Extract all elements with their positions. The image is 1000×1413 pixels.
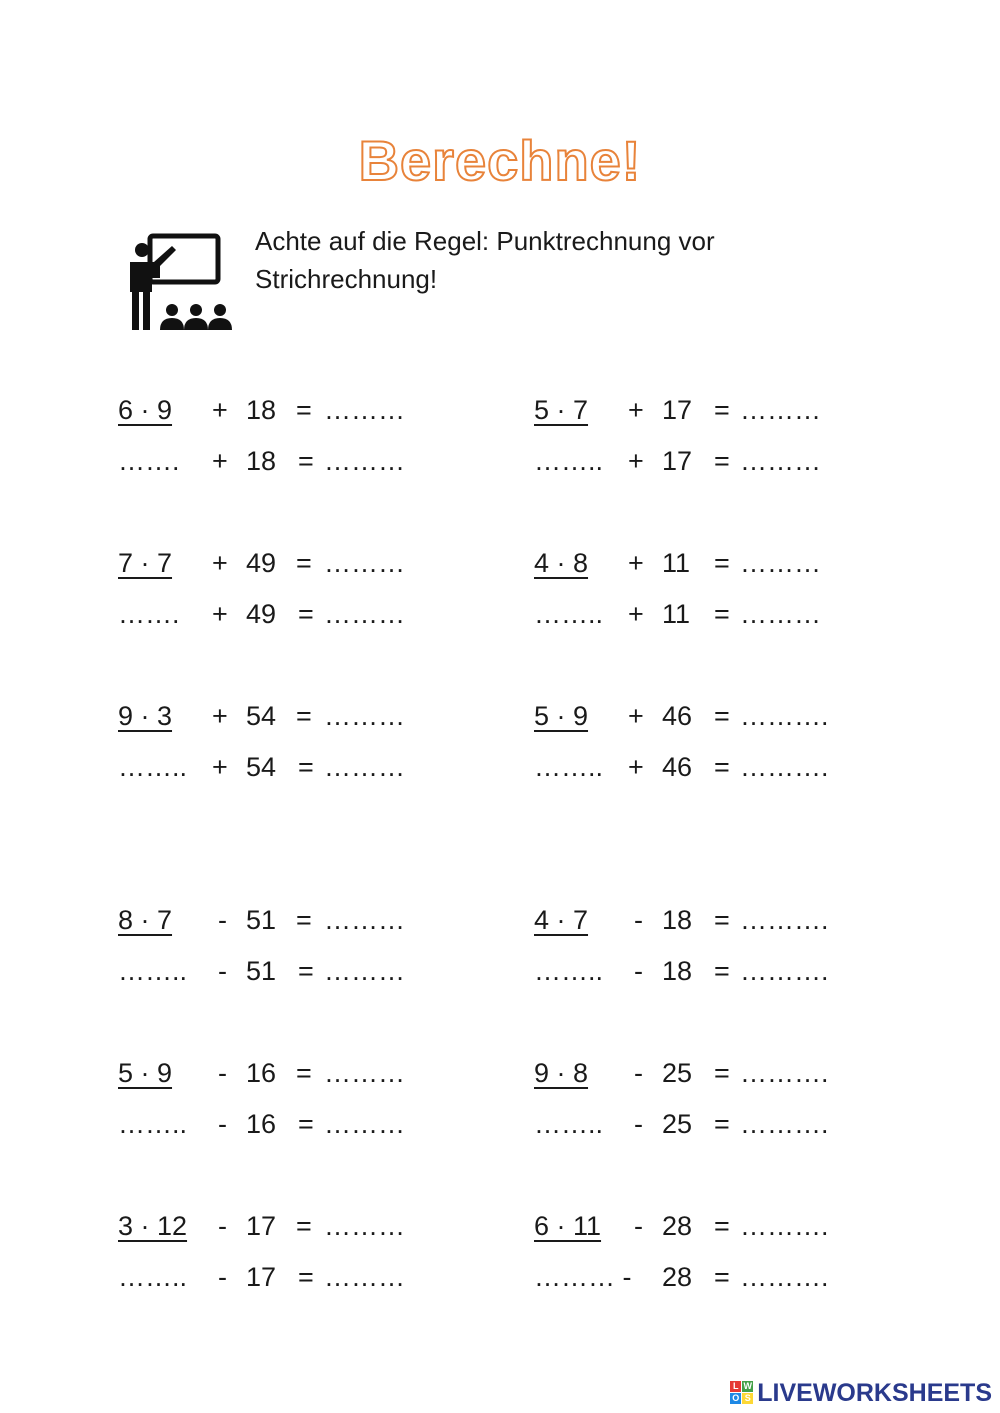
equals-sign: = xyxy=(714,1058,730,1088)
operator: - xyxy=(634,1109,643,1139)
exercise-line-product xyxy=(118,903,438,937)
exercise-line-product xyxy=(534,1056,854,1090)
operator: + xyxy=(628,599,644,629)
addend: 51 xyxy=(246,905,277,935)
product-term: 9 · 3 xyxy=(118,701,173,731)
exercise-line-sum xyxy=(534,750,854,784)
addend: 46 xyxy=(662,752,693,782)
addend: 18 xyxy=(662,905,693,935)
product-term: 4 · 8 xyxy=(534,548,589,578)
addend: 28 xyxy=(662,1211,693,1241)
equals-sign: = xyxy=(298,1262,314,1292)
exercise-line-sum xyxy=(118,597,438,631)
liveworksheets-badge-icon: L W O S xyxy=(732,1381,752,1403)
exercise-line-sum xyxy=(534,444,854,478)
exercise-line-sum xyxy=(534,597,854,631)
equals-sign: = xyxy=(714,905,730,935)
intermediate-blank[interactable]: ……… - xyxy=(534,1262,632,1292)
addend: 25 xyxy=(662,1109,693,1139)
equals-sign: = xyxy=(298,752,314,782)
addend: 11 xyxy=(662,548,691,578)
operator: + xyxy=(212,701,228,731)
equals-sign: = xyxy=(298,956,314,986)
addend: 11 xyxy=(662,599,691,629)
operator: - xyxy=(634,956,643,986)
intermediate-blank[interactable]: ……. xyxy=(118,599,180,629)
exercise-line-product xyxy=(534,393,854,427)
addend: 49 xyxy=(246,548,277,578)
operator: - xyxy=(218,1262,227,1292)
addend: 16 xyxy=(246,1058,277,1088)
answer-blank[interactable]: ……… xyxy=(324,1058,405,1088)
addend: 54 xyxy=(246,752,277,782)
equals-sign: = xyxy=(714,1211,730,1241)
intermediate-blank[interactable]: …….. xyxy=(534,1109,604,1139)
teacher-at-board-icon xyxy=(122,232,234,332)
addend: 18 xyxy=(662,956,693,986)
product-term: 6 · 11 xyxy=(534,1211,602,1241)
operator: - xyxy=(634,1058,643,1088)
addend: 16 xyxy=(246,1109,277,1139)
answer-blank[interactable]: ……… xyxy=(324,395,405,425)
answer-blank[interactable]: ……… xyxy=(324,1109,405,1139)
answer-blank[interactable]: ……… xyxy=(740,446,821,476)
answer-blank[interactable]: ……… xyxy=(324,701,405,731)
liveworksheets-logo xyxy=(730,1376,992,1410)
answer-blank[interactable]: ……… xyxy=(324,446,405,476)
addend: 18 xyxy=(246,395,277,425)
answer-blank[interactable]: ……… xyxy=(324,1211,405,1241)
exercise-line-sum xyxy=(118,1260,438,1294)
answer-blank[interactable]: ………. xyxy=(740,956,829,986)
equals-sign: = xyxy=(714,956,730,986)
answer-blank[interactable]: ……… xyxy=(740,599,821,629)
product-term: 7 · 7 xyxy=(118,548,173,578)
equals-sign: = xyxy=(296,701,312,731)
equals-sign: = xyxy=(714,701,730,731)
operator: + xyxy=(212,395,228,425)
answer-blank[interactable]: ………. xyxy=(740,752,829,782)
intermediate-blank[interactable]: …….. xyxy=(534,956,604,986)
exercise-line-product xyxy=(534,546,854,580)
exercise-line-product xyxy=(118,1056,438,1090)
addend: 17 xyxy=(662,395,693,425)
product-term: 5 · 9 xyxy=(534,701,589,731)
answer-blank[interactable]: ……… xyxy=(324,905,405,935)
equals-sign: = xyxy=(714,752,730,782)
addend: 49 xyxy=(246,599,277,629)
product-term: 6 · 9 xyxy=(118,395,173,425)
answer-blank[interactable]: ………. xyxy=(740,1262,829,1292)
intermediate-blank[interactable]: …….. xyxy=(534,599,604,629)
operator: - xyxy=(634,1211,643,1241)
exercise-line-sum xyxy=(118,954,438,988)
product-term: 5 · 7 xyxy=(534,395,589,425)
equals-sign: = xyxy=(714,395,730,425)
answer-blank[interactable]: ………. xyxy=(740,1211,829,1241)
product-term: 9 · 8 xyxy=(534,1058,589,1088)
exercise-line-product xyxy=(118,699,438,733)
equals-sign: = xyxy=(714,599,730,629)
operator: + xyxy=(628,446,644,476)
equals-sign: = xyxy=(298,1109,314,1139)
operator: + xyxy=(628,701,644,731)
product-term: 4 · 7 xyxy=(534,905,589,935)
equals-sign: = xyxy=(296,395,312,425)
intermediate-blank[interactable]: ……. xyxy=(118,446,180,476)
exercise-line-product xyxy=(118,546,438,580)
equals-sign: = xyxy=(714,548,730,578)
exercise-line-sum xyxy=(118,444,438,478)
answer-blank[interactable]: ……… xyxy=(324,548,405,578)
addend: 17 xyxy=(246,1262,277,1292)
equals-sign: = xyxy=(298,446,314,476)
operator: - xyxy=(634,905,643,935)
addend: 54 xyxy=(246,701,277,731)
exercise-line-product xyxy=(534,699,854,733)
operator: - xyxy=(218,1211,227,1241)
answer-blank[interactable]: ……… xyxy=(324,752,405,782)
operator: + xyxy=(212,599,228,629)
exercise-line-product xyxy=(118,393,438,427)
equals-sign: = xyxy=(714,446,730,476)
exercise-line-sum xyxy=(118,750,438,784)
intermediate-blank[interactable]: …….. xyxy=(118,956,188,986)
operator: + xyxy=(628,752,644,782)
intermediate-blank[interactable]: …….. xyxy=(118,1109,188,1139)
equals-sign: = xyxy=(296,1211,312,1241)
answer-blank[interactable]: ………. xyxy=(740,1109,829,1139)
addend: 51 xyxy=(246,956,277,986)
exercise-line-product xyxy=(118,1209,438,1243)
addend: 17 xyxy=(662,446,693,476)
equals-sign: = xyxy=(296,905,312,935)
operator: - xyxy=(218,1109,227,1139)
operator: + xyxy=(212,548,228,578)
answer-blank[interactable]: ……… xyxy=(324,599,405,629)
addend: 18 xyxy=(246,446,277,476)
addend: 25 xyxy=(662,1058,693,1088)
equals-sign: = xyxy=(714,1262,730,1292)
intermediate-blank[interactable]: …….. xyxy=(534,446,604,476)
product-term: 8 · 7 xyxy=(118,905,173,935)
product-term: 5 · 9 xyxy=(118,1058,173,1088)
operator: - xyxy=(218,1058,227,1088)
equals-sign: = xyxy=(714,1109,730,1139)
answer-blank[interactable]: ……… xyxy=(740,395,821,425)
intermediate-blank[interactable]: …….. xyxy=(118,1262,188,1292)
answer-blank[interactable]: ………. xyxy=(740,701,829,731)
exercise-line-sum xyxy=(118,1107,438,1141)
answer-blank[interactable]: ……… xyxy=(324,1262,405,1292)
operator: + xyxy=(628,548,644,578)
exercise-line-sum xyxy=(534,1107,854,1141)
intermediate-blank[interactable]: …….. xyxy=(534,752,604,782)
operator: + xyxy=(212,446,228,476)
exercise-line-product xyxy=(534,1209,854,1243)
equals-sign: = xyxy=(296,1058,312,1088)
operator: - xyxy=(218,905,227,935)
answer-blank[interactable]: ………. xyxy=(740,1058,829,1088)
answer-blank[interactable]: ………. xyxy=(740,905,829,935)
addend: 17 xyxy=(246,1211,277,1241)
exercise-line-sum xyxy=(534,954,854,988)
instruction-text: Achte auf die Regel: Punktrechnung vor Strichrechnung! xyxy=(255,226,715,294)
product-term: 3 · 12 xyxy=(118,1211,188,1241)
operator: + xyxy=(212,752,228,782)
exercise-line-product xyxy=(534,903,854,937)
operator: - xyxy=(218,956,227,986)
exercise-line-sum xyxy=(534,1260,854,1294)
worksheet-title: Berechne! xyxy=(358,129,642,192)
intermediate-blank[interactable]: …….. xyxy=(118,752,188,782)
addend: 28 xyxy=(662,1262,693,1292)
answer-blank[interactable]: ……… xyxy=(740,548,821,578)
addend: 46 xyxy=(662,701,693,731)
equals-sign: = xyxy=(296,548,312,578)
equals-sign: = xyxy=(298,599,314,629)
operator: + xyxy=(628,395,644,425)
liveworksheets-brand: LIVEWORKSHEETS xyxy=(757,1378,992,1407)
answer-blank[interactable]: ……… xyxy=(324,956,405,986)
